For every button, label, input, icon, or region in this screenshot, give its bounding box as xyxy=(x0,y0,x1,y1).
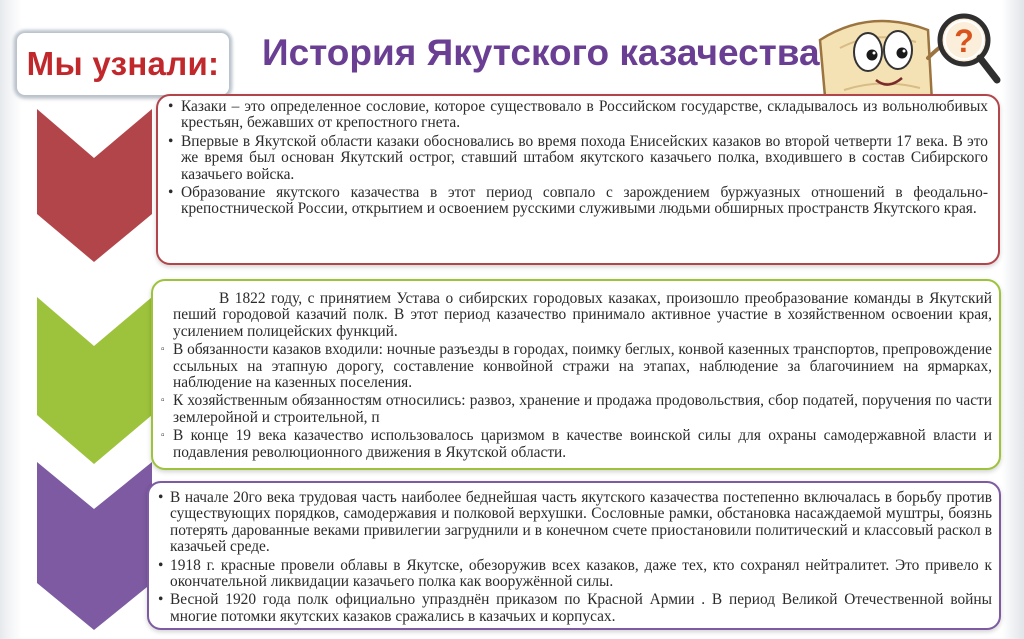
list-item xyxy=(159,291,992,340)
chevron-green xyxy=(37,297,152,464)
chevron-purple xyxy=(37,462,152,630)
question-mark: ? xyxy=(954,23,974,59)
item-text: В 1822 году, с принятием Устава о сибирских городовых казаках, произошло преобразование команды в Якутский пеший городовой казачий полк. В этот период казачество принимало активное участие в хозяйственном освоении края, усилением полицейских функций. xyxy=(173,290,992,340)
bullet: • xyxy=(168,98,174,115)
section-green-panel xyxy=(151,279,1001,470)
list-item xyxy=(156,592,992,625)
bullet: • xyxy=(168,132,174,150)
item-text: В обязанности казаков входили: ночные разъезды в городах, поимку беглых, конвой казенных транспортов, препровождение ссыльных на этапную дорогу, составление конвойной стражи на этапах, наблюдение за благочинием на ярмарках, наблюдение на казенных поселения. xyxy=(173,341,992,392)
section-red-panel xyxy=(156,94,1000,265)
list-item xyxy=(159,342,992,391)
item-text: В конце 19 века казачество использовалось царизмом в качестве воинской силы для охраны самодержавной власти и подавления революционного движения в Якутской области. xyxy=(173,427,992,461)
bullet: ▫ xyxy=(161,344,165,356)
bullet: • xyxy=(168,184,174,202)
item-text: 1918 г. красные провели облавы в Якутске, обезоружив всех казаков, даже тех, кто сохранял нейтралитет. Это привело к окончательной ликвидации казачьего полка как вооружённой силы. xyxy=(170,556,992,591)
list-item xyxy=(168,99,988,132)
page-title: История Якутского казачества xyxy=(262,32,820,73)
bullet: ▫ xyxy=(161,430,165,442)
list-item xyxy=(159,428,992,461)
list-item xyxy=(156,490,992,556)
item-text: В начале 20го века трудовая часть наиболее беднейшая часть якутского казачества постепенно включалась в борьбу против существующих порядков, самодержавия и полковой верхушки. Сословные рамки, обстановка насаждаемой муштры, боязнь потерять дарованные веками привилегии загруднили и в конечном счете приостановили политический и классовый раскол в казачьей среде. xyxy=(170,489,992,556)
learned-badge-label: Мы узнали: xyxy=(26,45,220,82)
item-text: Образование якутского казачества в этот период совпало с зарождением буржуазных отношений в феодально-крепостнической России, открытием и освоением русскими служивыми людьми обширных пространств Якутского края. xyxy=(181,184,988,218)
list-item xyxy=(168,134,988,183)
bullet: ▫ xyxy=(161,395,165,407)
chevron-red xyxy=(37,109,152,262)
item-text: К хозяйственным обязанностям относились: развоз, хранение и продажа продовольствия, сбор податей, поручения по части землеройной и строительной, п xyxy=(173,392,992,426)
list-item xyxy=(156,558,992,591)
bullet: • xyxy=(158,591,164,609)
bullet: • xyxy=(158,556,164,574)
item-text: Казаки – это определенное сословие, которое существовало в Российском государстве, складывалось из вольнолюбивых крестьян, бежавших от крепостного гнета. xyxy=(181,98,988,132)
list-item xyxy=(168,185,988,218)
list-item xyxy=(159,393,992,426)
item-text: Впервые в Якутской области казаки обосновались во время похода Енисейских казаков во второй четверти 17 века. В это же время был основан Якутский острог, ставший штабом якутского казачьего полка, входившего в состав Сибирского казачьего войска. xyxy=(181,132,988,183)
bullet: • xyxy=(158,489,164,506)
section-purple-panel xyxy=(147,481,1001,630)
item-text: Весной 1920 года полк официально упразднён приказом по Красной Армии . В период Великой Отечественной войны многие потомки якутских казаков сражались в казачьих и корпусах. xyxy=(170,591,992,625)
